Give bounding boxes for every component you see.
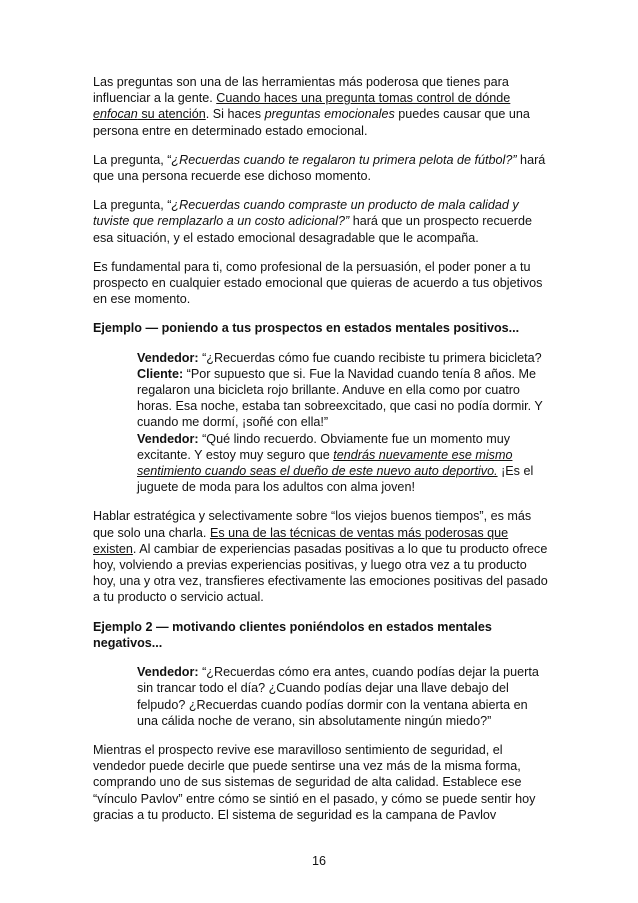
paragraph-6: Mientras el prospecto revive ese maravilloso sentimiento de seguridad, el vendedor puede decirle que puede sentirse una vez más de la misma forma, comprando uno de sus sistemas de seguridad de alta calidad. Establece ese “vínculo Pavlov” entre cómo se sintió en el pasado, y cómo se puede sentir hoy gracias a tu producto. El sistema de seguridad es la campana de Pavlov	[93, 742, 536, 822]
paragraph-2: La pregunta, “¿Recuerdas cuando te regalaron tu primera pelota de fútbol?” hará que una persona recuerde ese dichoso momento.	[93, 152, 546, 184]
paragraph-3: La pregunta, “¿Recuerdas cuando compraste un producto de mala calidad y tuviste que remplazarlo a un costo adicional?” hará que un prospecto recuerde esa situación, y el estado emocional desagradable que le acompaña.	[93, 198, 532, 245]
example-1-heading: Ejemplo — poniendo a tus prospectos en estados mentales positivos...	[93, 321, 520, 336]
dialogue-line-client: Cliente: “Por supuesto que si. Fue la Navidad cuando tenía 8 años. Me regalaron una bicicleta rojo brillante. Anduve en ella como por cuatro horas. Esa noche, estaba tan sobreexcitado, que casi no podía dormir. Y cuando me dormí, ¡soñé con ella!”	[137, 366, 543, 430]
paragraph-4: Es fundamental para ti, como profesional de la persuasión, el poder poner a tu prospecto en cualquier estado emocional que quieras de acuerdo a tus objetivos en ese momento.	[93, 259, 543, 307]
example-2-heading: Ejemplo 2 — motivando clientes poniéndolos en estados mentales negativos...	[93, 619, 492, 650]
dialogue-line-seller: Vendedor: “¿Recuerdas cómo era antes, cuando podías dejar la puerta sin trancar todo el día? ¿Cuando podías dejar una llave debajo del felpudo? ¿Recuerdas cuando podías dormir con la ventana abierta en una cálida noche de verano, sin absolutamente ningún miedo?”	[137, 665, 539, 728]
paragraph-5: Hablar estratégica y selectivamente sobre “los viejos buenos tiempos”, es más que solo una charla. Es una de las técnicas de ventas más poderosas que existen. Al cambiar de experiencias pasadas positivas a lo que tu producto ofrece hoy, volviendo a previas experiencias positivas, y luego otra vez a tu producto hoy, una y otra vez, transfieres efectivamente las emociones positivas del pasado a tu producto o servicio actual.	[93, 509, 548, 605]
document-body	[93, 74, 548, 836]
dialogue-line-seller-2: Vendedor: “Qué lindo recuerdo. Obviamente fue un momento muy excitante. Y estoy muy seguro que tendrás nuevamente ese mismo sentimiento cuando seas el dueño de este nuevo auto deportivo. ¡Es el juguete de moda para los adultos con alma joven!	[137, 431, 534, 495]
dialogue-line-seller: Vendedor: “¿Recuerdas cómo fue cuando recibiste tu primera bicicleta?	[137, 350, 542, 365]
example-1-dialogue	[137, 350, 548, 496]
paragraph-1: Las preguntas son una de las herramientas más poderosa que tienes para influenciar a la gente. Cuando haces una pregunta tomas control de dónde enfocan su atención. Si haces preguntas emocionales puedes causar que una persona entre en determinado estado emocional.	[93, 75, 530, 138]
example-2-dialogue	[137, 664, 548, 729]
page-number: 16	[311, 854, 326, 868]
